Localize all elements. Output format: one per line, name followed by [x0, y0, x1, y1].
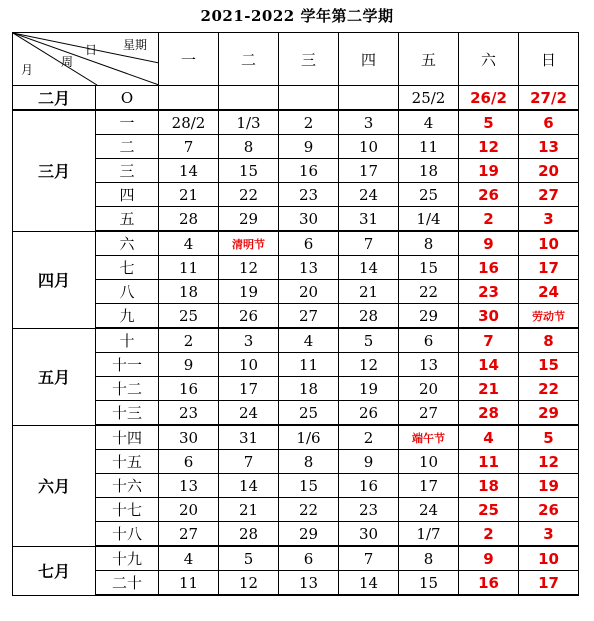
weekend-date-cell: 14 [459, 353, 519, 377]
week-number: 六 [96, 231, 159, 256]
date-cell: 25 [279, 401, 339, 426]
date-cell: 18 [159, 280, 219, 304]
weekend-date-cell: 18 [459, 474, 519, 498]
weekday-header-fri: 五 [399, 33, 459, 86]
date-cell: 8 [399, 546, 459, 571]
date-cell: 28 [339, 304, 399, 329]
date-cell: 12 [219, 256, 279, 280]
weekend-date-cell: 26 [459, 183, 519, 207]
weekend-date-cell: 13 [519, 135, 579, 159]
date-cell: 10 [339, 135, 399, 159]
date-cell: 22 [399, 280, 459, 304]
date-cell: 27 [399, 401, 459, 426]
date-cell: 14 [339, 256, 399, 280]
holiday-cell: 端午节 [399, 425, 459, 450]
date-cell: 23 [339, 498, 399, 522]
weekend-date-cell: 3 [519, 522, 579, 547]
week-number: 十五 [96, 450, 159, 474]
date-cell: 3 [219, 328, 279, 353]
date-cell: 29 [399, 304, 459, 329]
week-number: 二十 [96, 571, 159, 596]
date-cell: 13 [399, 353, 459, 377]
week-number: 十六 [96, 474, 159, 498]
weekend-date-cell: 4 [459, 425, 519, 450]
weekend-date-cell: 20 [519, 159, 579, 183]
weekend-date-cell: 12 [459, 135, 519, 159]
date-cell: 20 [399, 377, 459, 401]
date-cell: 2 [159, 328, 219, 353]
date-cell: 19 [339, 377, 399, 401]
weekend-date-cell: 16 [459, 256, 519, 280]
corner-label-yue: 月 [21, 63, 34, 77]
weekend-date-cell: 12 [519, 450, 579, 474]
date-cell: 16 [339, 474, 399, 498]
date-cell: 9 [159, 353, 219, 377]
weekend-date-cell: 2 [459, 522, 519, 547]
week-number: 十八 [96, 522, 159, 547]
weekday-header-sun: 日 [519, 33, 579, 86]
month-label: 七月 [13, 546, 96, 595]
date-cell: 7 [339, 546, 399, 571]
week-row [13, 135, 579, 159]
corner-label-xingqi: 星期 [123, 38, 148, 52]
weekend-date-cell: 26 [519, 498, 579, 522]
date-cell: 13 [279, 256, 339, 280]
date-cell [339, 86, 399, 111]
month-label: 三月 [13, 110, 96, 231]
date-cell: 24 [339, 183, 399, 207]
weekday-header-tue: 二 [219, 33, 279, 86]
date-cell: 6 [279, 231, 339, 256]
date-cell: 21 [339, 280, 399, 304]
date-cell: 17 [339, 159, 399, 183]
week-number: 二 [96, 135, 159, 159]
date-cell: 7 [219, 450, 279, 474]
week-number: 十 [96, 328, 159, 353]
date-cell: 9 [279, 135, 339, 159]
month-label: 四月 [13, 231, 96, 328]
week-row [13, 474, 579, 498]
date-cell: 30 [279, 207, 339, 232]
date-cell: 1/7 [399, 522, 459, 547]
date-cell: 22 [219, 183, 279, 207]
date-cell: 25 [399, 183, 459, 207]
week-row [13, 353, 579, 377]
date-cell: 13 [159, 474, 219, 498]
month-label: 二月 [13, 86, 96, 111]
header-row [13, 33, 579, 86]
date-cell: 8 [399, 231, 459, 256]
date-cell: 27 [279, 304, 339, 329]
weekday-header-wed: 三 [279, 33, 339, 86]
weekday-header-thu: 四 [339, 33, 399, 86]
weekend-date-cell: 3 [519, 207, 579, 232]
week-row [13, 231, 579, 256]
weekend-date-cell: 9 [459, 546, 519, 571]
date-cell: 20 [279, 280, 339, 304]
weekend-date-cell: 8 [519, 328, 579, 353]
week-row [13, 256, 579, 280]
week-number: 十九 [96, 546, 159, 571]
weekend-date-cell: 5 [459, 110, 519, 135]
date-cell: 1/3 [219, 110, 279, 135]
weekend-date-cell: 6 [519, 110, 579, 135]
date-cell: 17 [219, 377, 279, 401]
week-row [13, 183, 579, 207]
date-cell: 22 [279, 498, 339, 522]
date-cell: 7 [159, 135, 219, 159]
week-number: 三 [96, 159, 159, 183]
week-number: 四 [96, 183, 159, 207]
weekend-date-cell: 27 [519, 183, 579, 207]
date-cell: 5 [339, 328, 399, 353]
date-cell: 15 [399, 571, 459, 596]
weekend-date-cell: 17 [519, 571, 579, 596]
date-cell: 12 [339, 353, 399, 377]
date-cell: 11 [279, 353, 339, 377]
date-cell: 21 [219, 498, 279, 522]
date-cell: 26 [219, 304, 279, 329]
weekend-date-cell: 26/2 [459, 86, 519, 111]
date-cell: 2 [279, 110, 339, 135]
date-cell: 20 [159, 498, 219, 522]
date-cell: 14 [219, 474, 279, 498]
date-cell: 4 [159, 546, 219, 571]
week-number: O [96, 86, 159, 111]
date-cell: 3 [339, 110, 399, 135]
date-cell: 5 [219, 546, 279, 571]
date-cell: 29 [219, 207, 279, 232]
week-number: 八 [96, 280, 159, 304]
date-cell: 28 [219, 522, 279, 547]
weekend-date-cell: 19 [519, 474, 579, 498]
week-row [13, 207, 579, 232]
weekend-date-cell: 10 [519, 231, 579, 256]
date-cell: 24 [399, 498, 459, 522]
month-label: 五月 [13, 328, 96, 425]
date-cell: 11 [159, 256, 219, 280]
weekend-date-cell: 23 [459, 280, 519, 304]
week-row [13, 377, 579, 401]
week-number: 七 [96, 256, 159, 280]
date-cell [219, 86, 279, 111]
holiday-cell: 清明节 [219, 231, 279, 256]
date-cell: 6 [159, 450, 219, 474]
date-cell: 26 [339, 401, 399, 426]
weekend-date-cell: 2 [459, 207, 519, 232]
weekend-date-cell: 17 [519, 256, 579, 280]
corner-label-ri: 日 [85, 43, 98, 57]
page-title: 2021-2022 学年第二学期 [200, 7, 394, 25]
week-number: 十二 [96, 377, 159, 401]
date-cell: 25/2 [399, 86, 459, 111]
weekend-date-cell: 29 [519, 401, 579, 426]
date-cell: 11 [159, 571, 219, 596]
week-row [13, 425, 579, 450]
date-cell: 16 [279, 159, 339, 183]
week-row [13, 110, 579, 135]
date-cell: 19 [219, 280, 279, 304]
date-cell: 4 [279, 328, 339, 353]
week-row [13, 522, 579, 547]
date-cell: 23 [159, 401, 219, 426]
weekend-date-cell: 11 [459, 450, 519, 474]
week-row [13, 280, 579, 304]
weekend-date-cell: 28 [459, 401, 519, 426]
month-label: 六月 [13, 425, 96, 546]
week-row [13, 328, 579, 353]
week-row [13, 86, 579, 111]
date-cell: 17 [399, 474, 459, 498]
weekend-date-cell: 24 [519, 280, 579, 304]
date-cell: 30 [339, 522, 399, 547]
date-cell: 27 [159, 522, 219, 547]
date-cell: 15 [219, 159, 279, 183]
week-number: 九 [96, 304, 159, 329]
week-row [13, 159, 579, 183]
weekend-date-cell: 22 [519, 377, 579, 401]
week-number: 十三 [96, 401, 159, 426]
date-cell: 16 [159, 377, 219, 401]
date-cell: 4 [159, 231, 219, 256]
date-cell: 11 [399, 135, 459, 159]
date-cell: 10 [399, 450, 459, 474]
weekday-header-mon: 一 [159, 33, 219, 86]
date-cell [279, 86, 339, 111]
date-cell: 28 [159, 207, 219, 232]
holiday-cell: 劳动节 [519, 304, 579, 329]
date-cell: 31 [339, 207, 399, 232]
date-cell: 7 [339, 231, 399, 256]
date-cell: 13 [279, 571, 339, 596]
date-cell: 28/2 [159, 110, 219, 135]
weekend-date-cell: 21 [459, 377, 519, 401]
date-cell: 14 [339, 571, 399, 596]
week-number: 十四 [96, 425, 159, 450]
week-row [13, 304, 579, 329]
corner-header-cell [13, 33, 159, 86]
week-row [13, 546, 579, 571]
date-cell: 12 [219, 571, 279, 596]
weekend-date-cell: 15 [519, 353, 579, 377]
date-cell: 18 [279, 377, 339, 401]
corner-label-zhou: 周 [61, 55, 74, 69]
date-cell: 10 [219, 353, 279, 377]
date-cell: 21 [159, 183, 219, 207]
week-number: 五 [96, 207, 159, 232]
weekend-date-cell: 19 [459, 159, 519, 183]
date-cell: 15 [279, 474, 339, 498]
week-row [13, 571, 579, 596]
weekend-date-cell: 7 [459, 328, 519, 353]
weekend-date-cell: 9 [459, 231, 519, 256]
date-cell: 9 [339, 450, 399, 474]
week-row [13, 401, 579, 426]
weekend-date-cell: 25 [459, 498, 519, 522]
weekend-date-cell: 27/2 [519, 86, 579, 111]
date-cell: 25 [159, 304, 219, 329]
date-cell: 14 [159, 159, 219, 183]
weekend-date-cell: 30 [459, 304, 519, 329]
date-cell: 1/4 [399, 207, 459, 232]
date-cell: 15 [399, 256, 459, 280]
weekday-header-sat: 六 [459, 33, 519, 86]
date-cell: 1/6 [279, 425, 339, 450]
date-cell: 23 [279, 183, 339, 207]
date-cell: 6 [399, 328, 459, 353]
weekend-date-cell: 5 [519, 425, 579, 450]
weekend-date-cell: 16 [459, 571, 519, 596]
week-number: 十七 [96, 498, 159, 522]
date-cell: 30 [159, 425, 219, 450]
date-cell: 29 [279, 522, 339, 547]
date-cell: 8 [279, 450, 339, 474]
date-cell: 8 [219, 135, 279, 159]
date-cell: 4 [399, 110, 459, 135]
date-cell: 24 [219, 401, 279, 426]
week-number: 一 [96, 110, 159, 135]
week-row [13, 498, 579, 522]
weekend-date-cell: 10 [519, 546, 579, 571]
week-row [13, 450, 579, 474]
date-cell: 2 [339, 425, 399, 450]
date-cell: 31 [219, 425, 279, 450]
semester-calendar-table [12, 32, 579, 596]
date-cell: 18 [399, 159, 459, 183]
week-number: 十一 [96, 353, 159, 377]
date-cell [159, 86, 219, 111]
date-cell: 6 [279, 546, 339, 571]
